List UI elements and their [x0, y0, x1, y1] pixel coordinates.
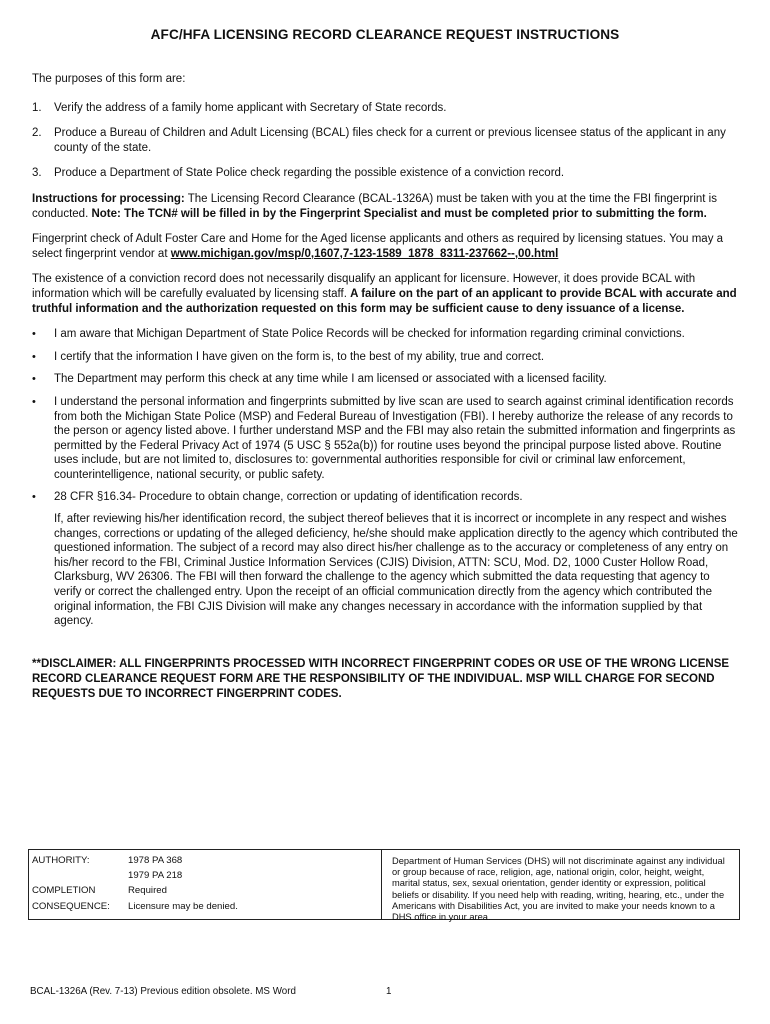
fingerprint-text: Fingerprint check of Adult Foster Care and Home for the Aged license applicants and others as required by licensing statues. You may a select fingerprint vendor at	[32, 233, 724, 260]
conviction-text: The existence of a conviction record does not necessarily disqualify an applicant for licensure. However, it does provide BCAL with information which will be carefully evaluated by licensing staff.	[32, 273, 696, 300]
purpose-text: Verify the address of a family home applicant with Secretary of State records.	[54, 101, 447, 114]
bullet-icon: •	[32, 350, 36, 363]
processing-note: Note: The TCN# will be filled in by the Fingerprint Specialist and must be completed prior to submitting the form.	[91, 207, 707, 220]
processing-text: The Licensing Record Clearance (BCAL-1326A) must be taken with you at the time the FBI fingerprint is conducted.	[32, 192, 717, 220]
completion-label: COMPLETION	[32, 885, 96, 896]
statement-item	[32, 350, 740, 365]
disclaimer-text: **DISCLAIMER: ALL FINGERPRINTS PROCESSED WITH INCORRECT FINGERPRINT CODES OR USE OF THE WRONG LICENSE RECORD CLEARANCE REQUEST FORM ARE THE RESPONSIBILITY OF THE INDIVIDUAL. MSP WILL CHARGE FOR SECOND REQUESTS DUE TO INCORRECT FINGERPRINT CODES.	[32, 657, 730, 700]
statement-text: The Department may perform this check at any time while I am licensed or associated with a licensed facility.	[54, 373, 607, 386]
statement-item	[32, 327, 740, 342]
statement-text: I am aware that Michigan Department of State Police Records will be checked for information regarding criminal convictions.	[54, 328, 685, 341]
purpose-number: 1.	[32, 101, 42, 114]
page-number: 1	[386, 986, 392, 997]
vendor-link[interactable]: www.michigan.gov/msp/0,1607,7-123-1589_1878_8311-237662--,00.html	[170, 247, 559, 260]
completion-value: Required	[128, 885, 167, 896]
bullet-icon: •	[32, 373, 36, 386]
processing-instructions	[32, 192, 740, 221]
consequence-label: CONSEQUENCE:	[32, 901, 110, 912]
nondiscrimination-statement: Department of Human Services (DHS) will not discriminate against any individual or group because of race, religion, age, national origin, color, height, weight, marital status, sex, sexual orientation, gender identity or expression, political beliefs or disability. If you need help with reading, writing, hearing, etc., under the Americans with Disabilities Act, you are invited to make your needs known to a DHS office in your area.	[392, 856, 725, 923]
statement-item	[32, 372, 740, 387]
statement-text: 28 CFR §16.34- Procedure to obtain change, correction or updating of identification records.	[54, 491, 523, 504]
processing-label: Instructions for processing:	[32, 192, 185, 205]
conviction-paragraph	[32, 272, 740, 316]
bullet-icon: •	[32, 395, 36, 408]
purpose-item	[32, 166, 740, 181]
instructions-body	[32, 72, 740, 702]
authority-label: AUTHORITY:	[32, 855, 90, 866]
consequence-value: Licensure may be denied.	[128, 901, 238, 912]
purpose-item	[32, 101, 740, 116]
purpose-item	[32, 126, 740, 155]
authority-value: 1978 PA 368	[128, 855, 183, 866]
statement-item	[32, 395, 740, 483]
conviction-warning: A failure on the part of an applicant to provide BCAL with accurate and truthful information and the authorization requested on this form may be sufficient cause to deny issuance of a license.	[32, 287, 737, 315]
bullet-icon: •	[32, 491, 36, 504]
fingerprint-paragraph	[32, 232, 740, 261]
authority-details	[29, 850, 382, 919]
purpose-number: 2.	[32, 127, 42, 140]
form-id: BCAL-1326A (Rev. 7-13) Previous edition obsolete. MS Word	[30, 986, 296, 997]
purposes-list	[32, 101, 740, 181]
statement-item	[32, 490, 740, 505]
purpose-number: 3.	[32, 167, 42, 180]
authority-value: 1979 PA 218	[128, 870, 183, 881]
statement-text: I certify that the information I have given on the form is, to the best of my ability, true and correct.	[54, 350, 545, 363]
authority-box	[28, 849, 740, 923]
page-title: AFC/HFA LICENSING RECORD CLEARANCE REQUEST INSTRUCTIONS	[150, 27, 620, 42]
cfr-detail-text: If, after reviewing his/her identification record, the subject thereof believes that it is incorrect or incomplete in any respect and wishes changes, corrections or updating of the alleged deficiency, he/she should make application directly to the agency which contributed the questioned information. The subject of a record may also direct his/her challenge as to the accuracy or completeness of any entry on his/her record to the FBI, Criminal Justice Information Services (CJIS) Division, ATTN: SCU, Mod. D2, 1000 Custer Hollow Road, Clarksburg, WV 26306. The FBI will then forward the challenge to the agency which submitted the data requesting that agency to verify or correct the challenged entry. Upon the receipt of an official communication directly from the agency which contributed the original information, the FBI CJIS Division will make any changes necessary in accordance with the information supplied by that agency.	[54, 513, 738, 628]
purpose-text: Produce a Bureau of Children and Adult Licensing (BCAL) files check for a current or previous licensee status of the applicant in any county of the state.	[54, 127, 726, 154]
applicant-statements	[32, 327, 740, 505]
purpose-text: Produce a Department of State Police check regarding the possible existence of a conviction record.	[54, 167, 565, 180]
intro-text: The purposes of this form are:	[32, 73, 186, 85]
bullet-icon: •	[32, 328, 36, 341]
statement-text: I understand the personal information and fingerprints submitted by live scan are used to search against criminal identification records from both the Michigan State Police (MSP) and Federal Bureau of Investigation (FBI). I hereby authorize the release of any records to the person or agency listed above. I further understand MSP and the FBI may also retain the submitted information and fingerprints as permitted by the Federal Privacy Act of 1974 (5 USC § 552a(b)) for routine uses beyond the principal purpose listed above. Routine uses include, but are not limited to, disclosures to: governmental authorities responsible for civil or criminal law enforcement, counterintelligence, national security, or public safety.	[54, 395, 736, 481]
